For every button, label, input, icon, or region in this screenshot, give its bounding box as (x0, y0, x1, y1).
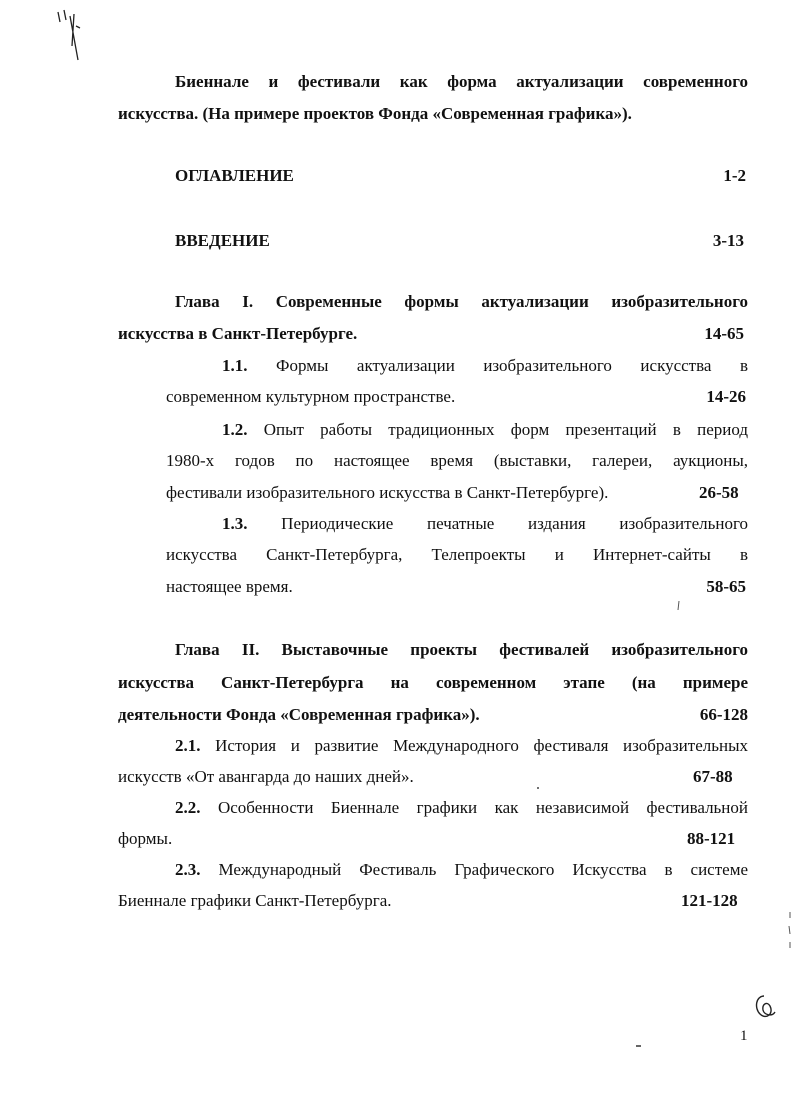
scan-speck-icon (536, 786, 540, 790)
document-title-line2: искусства. (На примере проектов Фонда «Современная графика»). (118, 104, 632, 123)
page-number: 1 (740, 1028, 748, 1044)
section-1-1-number: 1.1. (222, 356, 248, 375)
section-2-2-line1 (175, 798, 748, 818)
section-2-3-line1 (175, 860, 748, 880)
section-2-2-line2: формы. (118, 829, 173, 848)
section-1-3-text: Периодические печатные издания изобразительного (281, 514, 748, 533)
section-2-1-pages: 67-88 (693, 767, 733, 786)
chapter-1-line2-row (118, 324, 744, 344)
section-1-2-line3: фестивали изобразительного искусства в Санкт-Петербурге). (166, 483, 609, 502)
chapter-2-line3-row (118, 705, 748, 725)
section-2-2-text: Особенности Биеннале графики как независимой фестивальной (217, 798, 749, 817)
scan-speck-icon (786, 910, 794, 950)
chapter-2-line3: деятельности Фонда «Современная графика»). (118, 705, 480, 724)
section-2-1-text: История и развитие Международного фестиваля изобразительных (215, 736, 749, 755)
toc-intro-pages: 3-13 (712, 231, 744, 250)
section-2-3-pages: 121-128 (681, 891, 738, 910)
section-2-3-line2: Биеннале графики Санкт-Петербурга. (118, 891, 392, 910)
section-1-1-pages: 14-26 (706, 387, 746, 406)
section-1-1-text-cont: современном культурном пространстве. (166, 387, 456, 406)
section-1-1-line1 (222, 356, 748, 376)
handwritten-loop-icon (748, 990, 778, 1022)
section-1-2-pages: 26-58 (699, 483, 739, 502)
scan-speck-icon (635, 1044, 643, 1048)
section-2-1-line1 (175, 736, 748, 756)
section-2-1-line2: искусств «От авангарда до наших дней». (118, 767, 414, 786)
section-2-1-number: 2.1. (175, 736, 201, 755)
toc-intro-row (175, 231, 744, 251)
chapter-1-pages: 14-65 (704, 324, 744, 343)
chapter-1-line1: Глава I. Современные формы актуализации изобразительного (175, 292, 748, 311)
section-1-1-line2-row (166, 387, 746, 407)
section-2-3-number: 2.3. (175, 860, 201, 879)
chapter-2-pages: 66-128 (699, 705, 748, 724)
section-2-2-number: 2.2. (175, 798, 201, 817)
scan-speck-icon (676, 600, 682, 612)
section-1-3-text-cont: настоящее время. (166, 577, 293, 596)
section-1-2-text: Опыт работы традиционных форм презентаций в период (263, 420, 749, 439)
document-title-line1: Биеннале и фестивали как форма актуализации современного (175, 72, 748, 91)
section-1-3-line3-row (166, 577, 746, 597)
chapter-1-line2: искусства в Санкт-Петербурге. (118, 324, 358, 343)
section-1-3-line1 (222, 514, 748, 534)
chapter-2-line2: искусства Санкт-Петербурга на современном этапе (на примере (118, 673, 748, 692)
section-2-2-pages: 88-121 (687, 829, 736, 848)
section-1-2-line2: 1980-х годов по настоящее время (выставки, галереи, аукционы, (166, 451, 748, 470)
section-1-3-number: 1.3. (222, 514, 248, 533)
section-1-1-text: Формы актуализации изобразительного искусства в (276, 356, 748, 375)
section-1-2-number: 1.2. (222, 420, 248, 439)
chapter-2-line1: Глава II. Выставочные проекты фестивалей изобразительного (175, 640, 748, 659)
toc-heading-row (175, 166, 746, 186)
toc-heading: ОГЛАВЛЕНИЕ (175, 166, 294, 185)
section-1-3-line2: искусства Санкт-Петербурга, Телепроекты и Интернет-сайты в (166, 545, 748, 564)
section-1-2-line1 (222, 420, 748, 440)
section-2-3-text: Международный Фестиваль Графического Искусства в системе (218, 860, 748, 879)
section-1-3-pages: 58-65 (706, 577, 746, 596)
handwritten-mark-icon (52, 6, 92, 68)
toc-heading-pages: 1-2 (723, 166, 746, 185)
toc-intro: ВВЕДЕНИЕ (175, 231, 270, 250)
